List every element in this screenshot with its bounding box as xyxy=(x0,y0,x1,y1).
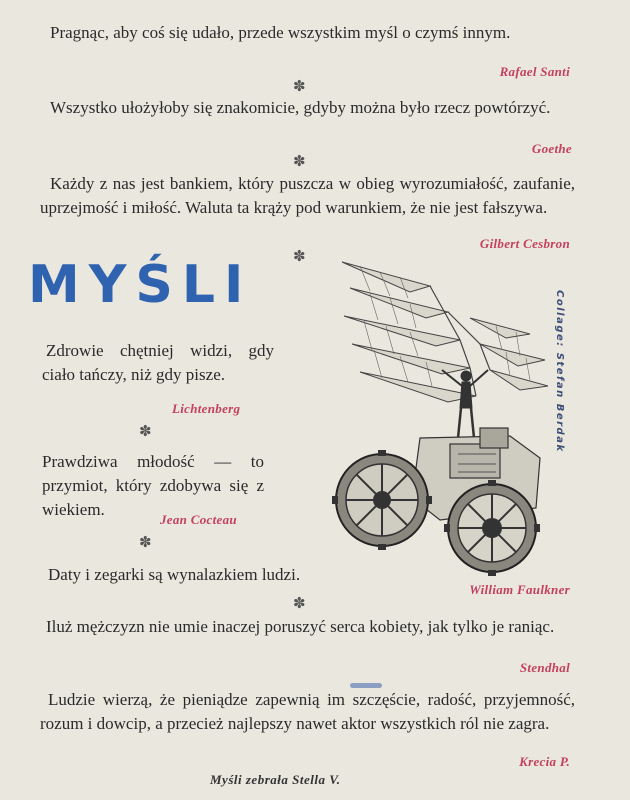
quote-text: Zdrowie chętniej widzi, gdy ciało tańczy, niż gdy pisze. xyxy=(42,341,274,384)
quote-text: Iluż mężczyzn nie umie inaczej poruszyć serca kobiety, jak tylko je raniąc. xyxy=(46,617,555,636)
quote-author: William Faulkner xyxy=(469,582,570,597)
separator-asterisk: ✽ xyxy=(139,535,152,551)
quote-text: Każdy z nas jest bankiem, który puszcza w obieg wyrozumiałość, zaufanie, uprzejmość i miłość. Waluta ta krąży pod warunkiem, że nie jest fałszywa. xyxy=(40,174,575,217)
gear-wheel-left xyxy=(336,454,428,546)
quote-text: Daty i zegarki są wynalazkiem ludzi. xyxy=(48,565,301,584)
separator-asterisk: ✽ xyxy=(139,424,152,440)
gear-wheel-right xyxy=(448,484,536,572)
quote-author: Lichtenberg xyxy=(172,401,241,416)
quote-author: Stendhal xyxy=(519,660,570,675)
page-title: MYŚLI xyxy=(28,255,253,315)
quote-author: Rafael Santi xyxy=(499,64,570,79)
collected-by-footer: Myśli zebrała Stella V. xyxy=(210,772,341,787)
separator-asterisk: ✽ xyxy=(293,154,306,170)
quote-text: Wszystko ułożyłoby się znakomicie, gdyby można było rzecz powtórzyć. xyxy=(50,98,551,117)
quote-text: Prawdziwa młodość — to przymiot, który zdobywa się z wiekiem. xyxy=(42,452,264,519)
collage-credit: Collage: Stefan Berdak xyxy=(554,290,565,453)
separator-asterisk: ✽ xyxy=(293,596,306,612)
quote-author: Jean Cocteau xyxy=(160,512,237,527)
quote-text: Ludzie wierzą, że pieniądze zapewnią im szczęście, radość, przyjemność, rozum i dowcip, a przecież najlepszy nawet aktor wszystkich ról nie zagra. xyxy=(40,690,575,733)
quote-author: Goethe xyxy=(531,141,572,156)
quote-author: Gilbert Cesbron xyxy=(479,236,570,251)
quote-text: Pragnąc, aby coś się udało, przede wszystkim myśl o czymś innym. xyxy=(50,23,511,42)
quote-author: Krecia P. xyxy=(519,754,570,769)
separator-asterisk: ✽ xyxy=(293,79,306,95)
collage-illustration xyxy=(330,258,558,578)
separator-asterisk: ✽ xyxy=(293,249,306,265)
wing-frame xyxy=(342,262,548,402)
